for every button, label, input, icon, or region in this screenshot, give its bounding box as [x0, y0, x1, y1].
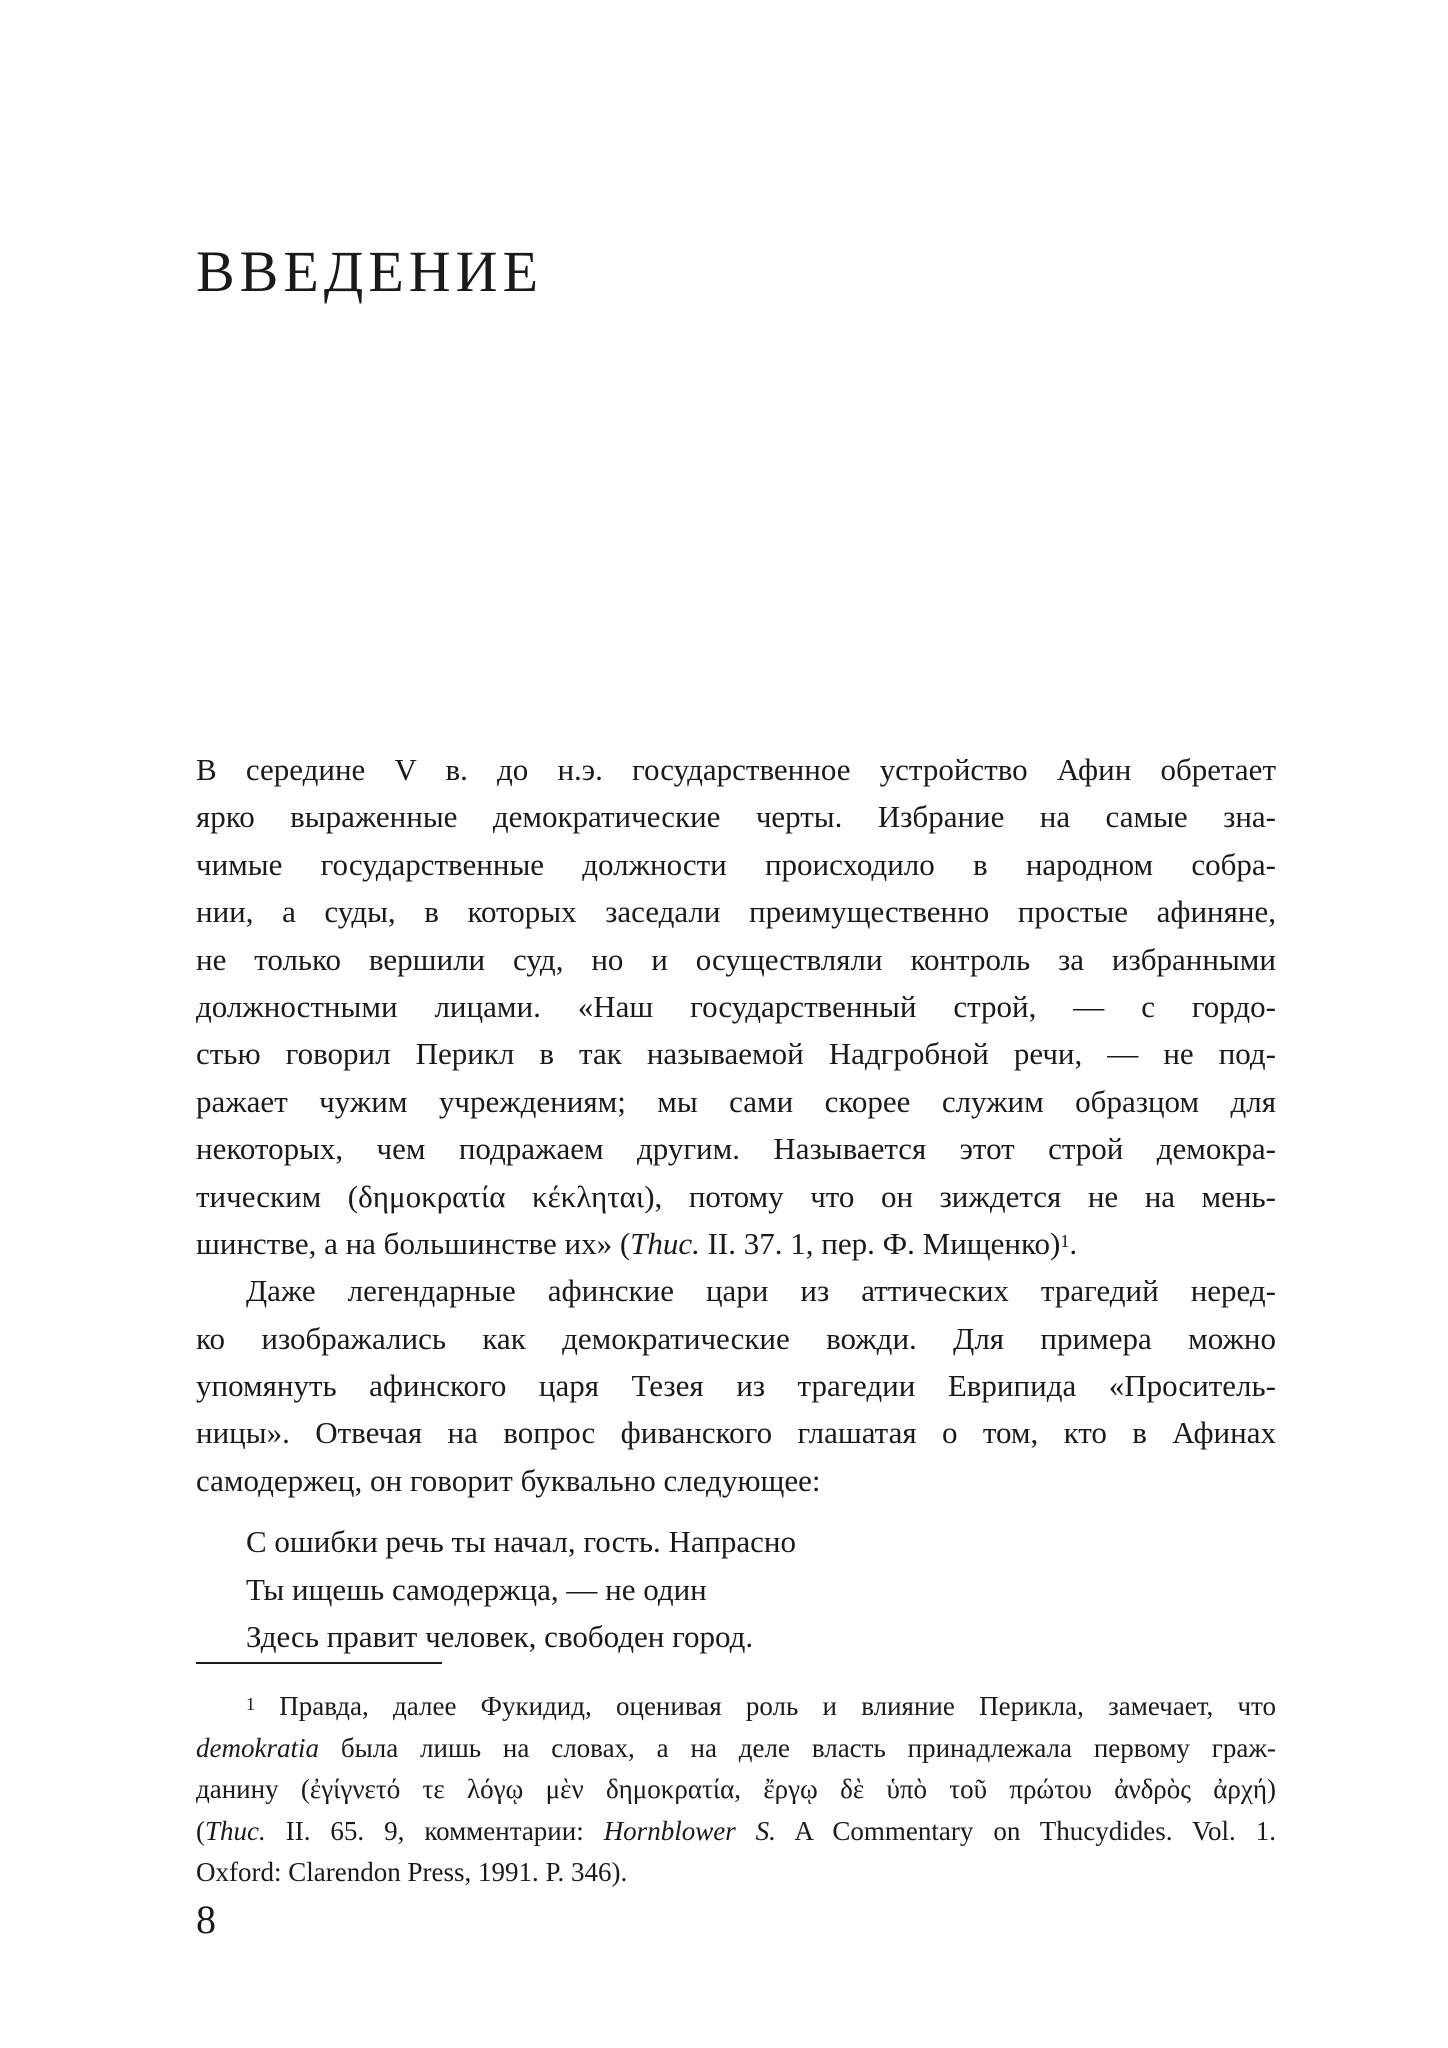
footnote-line — [196, 1728, 1276, 1770]
text-line: упомянуть афинского царя Тезея из трагедии Еврипида «Проситель- — [196, 1368, 1276, 1404]
footnote-line — [196, 1686, 1276, 1728]
text-fragment: шинстве, а на большинстве их» ( — [196, 1225, 631, 1261]
text-fragment: . — [1069, 1225, 1078, 1261]
chapter-title: ВВЕДЕНИЕ — [196, 239, 543, 304]
footnote-reference[interactable]: 1 — [1060, 1230, 1070, 1251]
text-fragment: Правда, далее Фукидид, оценивая роль и влияние Перикла, замечает, что — [255, 1691, 1276, 1721]
text-fragment: была лишь на словах, а на деле власть принадлежала первому граж- — [318, 1732, 1276, 1763]
footnote-line: Oxford: Clarendon Press, 1991. P. 346). — [196, 1857, 628, 1888]
body-text — [196, 746, 1276, 1660]
text-fragment: A Commentary on Thucydides. Vol. 1. — [775, 1815, 1276, 1846]
text-line: должностными лицами. «Наш государственный строй, — с гордо- — [196, 988, 1276, 1024]
text-line: не только вершили суд, но и осуществляли контроль за избранными — [196, 941, 1276, 977]
text-line: ражает чужим учреждениям; мы сами скорее служим образцом для — [196, 1083, 1276, 1119]
footnote — [196, 1686, 1276, 1894]
text-line: чимые государственные должности происходило в народном собра- — [196, 846, 1276, 882]
text-line: некоторых, чем подражаем другим. Называется этот строй демокра- — [196, 1131, 1276, 1167]
footnote-line: данину (ἐγίγνετό τε λόγῳ μὲν δημοκρατία, ἔργῳ δὲ ὑπὸ τοῦ πρώτου ἀνδρὸς ἀρχή) — [196, 1774, 1276, 1805]
author-name: Hornblower S. — [603, 1815, 776, 1846]
footnote-separator — [196, 1662, 442, 1664]
text-line: Даже легендарные афинские цари из аттических трагедий неред- — [246, 1273, 1276, 1309]
text-fragment: II. 37. 1, пер. Ф. Мищенко) — [699, 1225, 1061, 1261]
verse-line: С ошибки речь ты начал, гость. Напрасно — [246, 1524, 796, 1560]
text-line: ярко выраженные демократические черты. Избрание на самые зна- — [196, 799, 1276, 835]
text-line-with-citation — [196, 1220, 1276, 1267]
verse-quote — [196, 1518, 1276, 1660]
citation-abbrev: Thuc. — [205, 1815, 266, 1846]
page-number: 8 — [196, 1897, 216, 1942]
text-line: самодержец, он говорит буквально следующее: — [196, 1462, 821, 1498]
text-fragment: II. 65. 9, комментарии: — [265, 1815, 604, 1846]
footnote-line — [196, 1811, 1276, 1853]
text-line: нии, а суды, в которых заседали преимущественно простые афиняне, — [196, 894, 1276, 930]
verse-line: Здесь правит человек, свободен город. — [246, 1619, 754, 1655]
text-fragment: ( — [196, 1815, 205, 1846]
verse-line: Ты ищешь самодержца, — не один — [246, 1571, 707, 1607]
citation-abbrev: Thuc. — [630, 1225, 700, 1261]
italic-term: demokratia — [196, 1732, 319, 1763]
text-line: В середине V в. до н.э. государственное устройство Афин обретает — [196, 752, 1276, 787]
footnote-marker: 1 — [246, 1694, 255, 1714]
text-line: тическим (δημοκρατία κέκληται), потому что он зиждется не на мень- — [196, 1178, 1276, 1214]
text-line: стью говорил Перикл в так называемой Надгробной речи, — не под- — [196, 1036, 1276, 1072]
text-line: ницы». Отвечая на вопрос фиванского глашатая о том, кто в Афинах — [196, 1415, 1276, 1451]
text-line: ко изображались как демократические вожди. Для примера можно — [196, 1320, 1276, 1356]
